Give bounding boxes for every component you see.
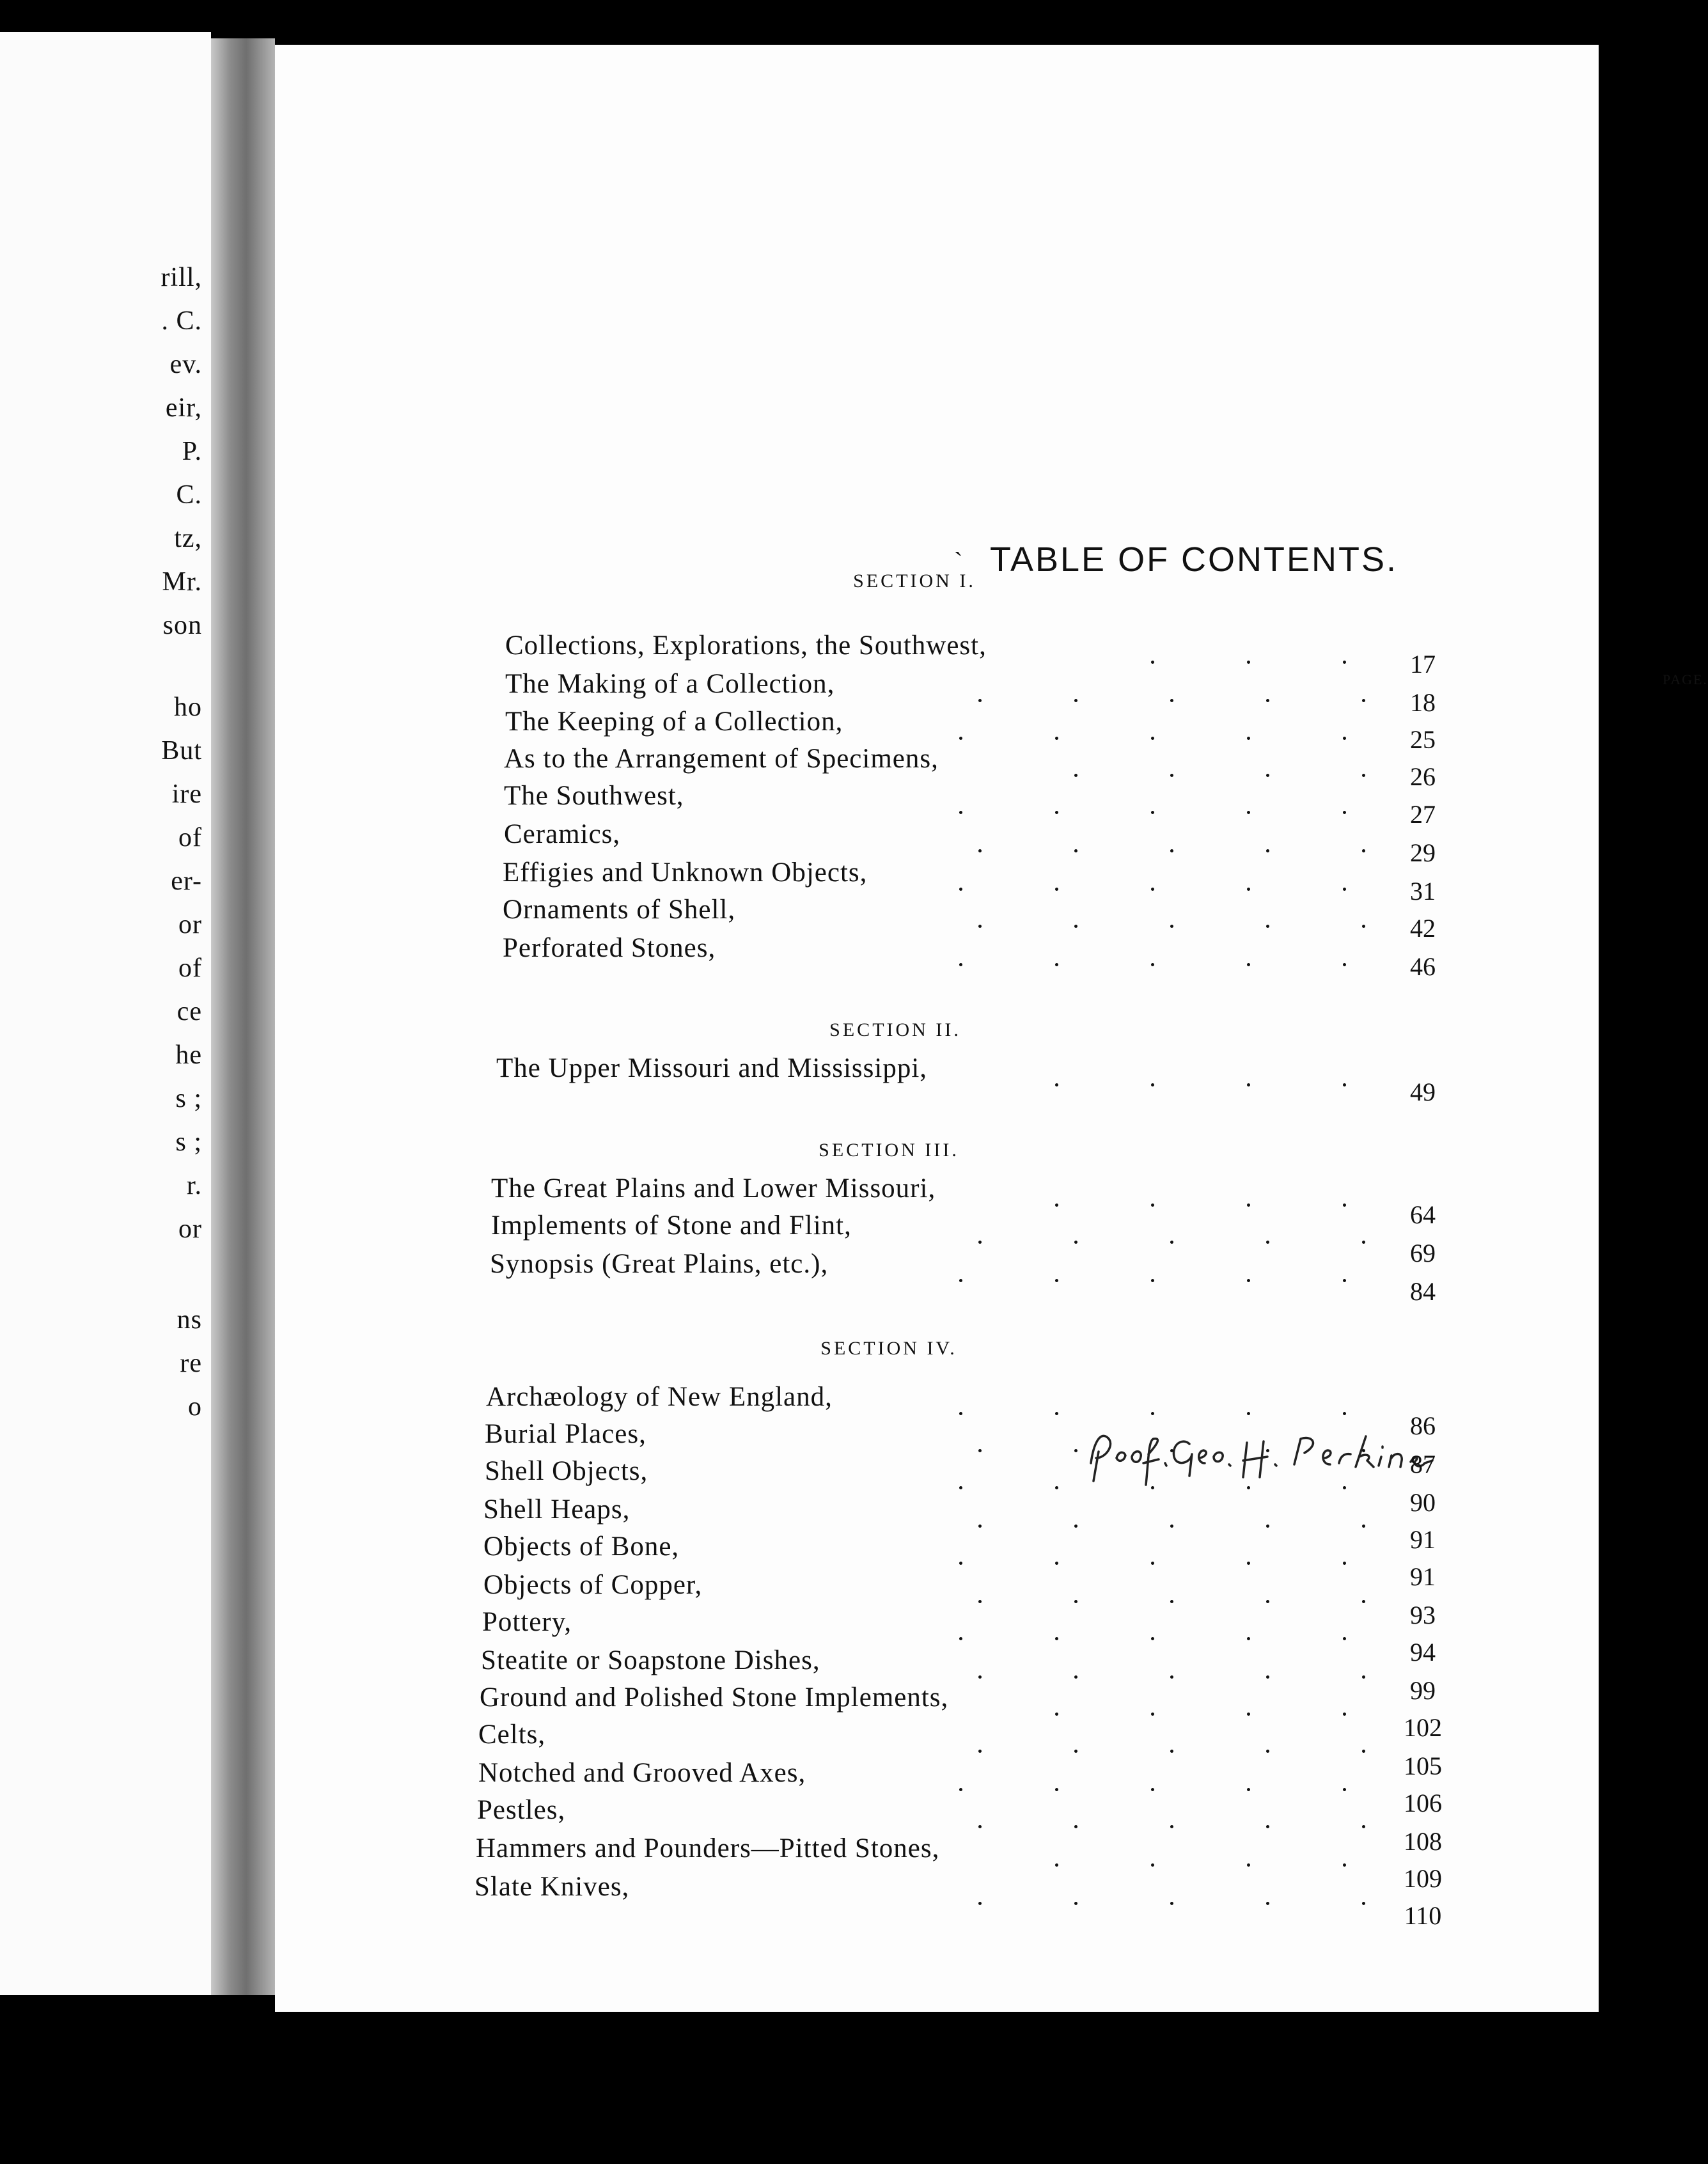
toc-page-number: 26 (1410, 762, 1436, 791)
toc-entry-title: Synopsis (Great Plains, etc.), (490, 1249, 829, 1279)
toc-entry-title: The Keeping of a Collection, (505, 707, 843, 737)
leader-dot (1247, 1412, 1250, 1415)
left-page-text-fragment: r. (186, 1171, 202, 1200)
toc-entry-title: Implements of Stone and Flint, (491, 1211, 852, 1241)
toc-page-number: 109 (1404, 1864, 1442, 1893)
leader-dot (978, 1902, 982, 1905)
leader-dot (1055, 1279, 1058, 1282)
toc-entry-title: Burial Places, (485, 1419, 646, 1449)
leader-dot (1362, 774, 1365, 777)
leader-dot (1170, 1902, 1173, 1905)
leader-dot (1266, 1825, 1269, 1828)
leader-dot (1074, 1600, 1077, 1603)
toc-page-number: 90 (1410, 1488, 1436, 1517)
leader-dot (978, 1825, 982, 1828)
leader-dot (1170, 1600, 1173, 1603)
left-page-text-fragment: er- (171, 866, 202, 896)
toc-page-number: 84 (1410, 1277, 1436, 1306)
book-gutter (211, 38, 275, 1995)
toc-page-number: 49 (1410, 1078, 1436, 1106)
leader-dot (1247, 1637, 1250, 1640)
leader-dot (1151, 1486, 1154, 1489)
leader-dot (1266, 1525, 1269, 1528)
leader-dot (978, 1449, 982, 1452)
left-page-text-fragment: o (188, 1392, 202, 1422)
leader-dot (959, 1637, 962, 1640)
toc-page-number: 29 (1410, 838, 1436, 867)
leader-dot (1170, 1525, 1173, 1528)
left-page-text-fragment: ire (171, 780, 202, 809)
leader-dot (1266, 849, 1269, 852)
toc-page-number: 102 (1404, 1713, 1442, 1742)
leader-dot (1362, 1241, 1365, 1244)
leader-dot (1343, 888, 1346, 891)
toc-entry-title: Slate Knives, (474, 1872, 630, 1902)
toc-entry-title: Effigies and Unknown Objects, (503, 858, 868, 888)
toc-page-number: 105 (1404, 1752, 1442, 1780)
leader-dot (1074, 1902, 1077, 1905)
leader-dot (959, 888, 962, 891)
leader-dot (1343, 1204, 1346, 1207)
leader-dot (1247, 1083, 1250, 1086)
left-page-text-fragment: ev. (169, 350, 202, 379)
leader-dot (1266, 1241, 1269, 1244)
leader-dot (1055, 963, 1058, 966)
leader-dot (1343, 1486, 1346, 1489)
leader-dot (1362, 699, 1365, 702)
left-page-text-fragment: tz, (174, 524, 202, 553)
toc-page-number: 69 (1410, 1239, 1436, 1267)
toc-page-number: 91 (1410, 1562, 1436, 1591)
toc-entry-title: Hammers and Pounders—Pitted Stones, (476, 1833, 940, 1863)
section-heading: SECTION II. (829, 1019, 961, 1040)
left-page-text-fragment: ce (176, 997, 202, 1026)
leader-dot (1055, 1083, 1058, 1086)
leader-dot (1247, 1562, 1250, 1565)
leader-dot (1055, 1637, 1058, 1640)
handwritten-signature (1087, 1418, 1573, 1489)
leader-dot (1362, 1449, 1365, 1452)
leader-dot (1151, 1863, 1154, 1867)
leader-dot (1266, 1675, 1269, 1679)
leader-dot (1055, 888, 1058, 891)
leader-dot (1074, 774, 1077, 777)
toc-page-number: 17 (1410, 650, 1436, 678)
leader-dot (1074, 1241, 1077, 1244)
leader-dot (1151, 1637, 1154, 1640)
leader-dot (1074, 849, 1077, 852)
toc-title: TABLE OF CONTENTS. (990, 540, 1399, 579)
leader-dot (1266, 699, 1269, 702)
leader-dot (1151, 1788, 1154, 1791)
page-column-label: PAGE. (1663, 671, 1708, 687)
left-page-text-fragment: or (178, 1214, 202, 1244)
leader-dot (1151, 1713, 1154, 1716)
leader-dot (959, 1279, 962, 1282)
toc-entry-title: As to the Arrangement of Specimens, (504, 744, 939, 774)
toc-page-number: 87 (1410, 1450, 1436, 1478)
left-page-text-fragment: But (161, 736, 202, 765)
leader-dot (959, 1788, 962, 1791)
leader-dot (1247, 1204, 1250, 1207)
leader-dot (1266, 1600, 1269, 1603)
leader-dot (1074, 699, 1077, 702)
leader-dot (1343, 1637, 1346, 1640)
left-page-fragment (0, 32, 211, 1995)
leader-dot (1055, 1788, 1058, 1791)
toc-page-number: 25 (1410, 725, 1436, 754)
toc-page-number: 91 (1410, 1525, 1436, 1554)
leader-dot (1343, 1279, 1346, 1282)
leader-dot (1343, 963, 1346, 966)
leader-dot (1247, 888, 1250, 891)
leader-dot (1266, 1902, 1269, 1905)
leader-dot (1151, 1412, 1154, 1415)
leader-dot (1247, 1863, 1250, 1867)
leader-dot (959, 1562, 962, 1565)
leader-dot (1247, 661, 1250, 664)
toc-entry-title: Perforated Stones, (503, 933, 716, 963)
toc-page-number: 99 (1410, 1676, 1436, 1705)
toc-page-number: 93 (1410, 1601, 1436, 1629)
leader-dot (978, 925, 982, 928)
leader-dot (1170, 774, 1173, 777)
leader-dot (1343, 1788, 1346, 1791)
leader-dot (1362, 1675, 1365, 1679)
toc-entry-title: Steatite or Soapstone Dishes, (481, 1645, 820, 1675)
leader-dot (978, 1241, 982, 1244)
leader-dot (1247, 1788, 1250, 1791)
left-page-text-fragment: eir, (165, 393, 202, 423)
leader-dot (1170, 1241, 1173, 1244)
toc-entry-title: Shell Heaps, (483, 1494, 631, 1525)
toc-page-number: 94 (1410, 1638, 1436, 1666)
toc-entry-title: Pestles, (477, 1795, 566, 1825)
toc-page-number: 110 (1404, 1901, 1442, 1930)
toc-page-number: 64 (1410, 1200, 1436, 1229)
leader-dot (1151, 1562, 1154, 1565)
left-page-text-fragment: rill, (161, 263, 202, 292)
leader-dot (1266, 925, 1269, 928)
toc-page-number: 42 (1410, 914, 1436, 943)
toc-entry-title: Notched and Grooved Axes, (478, 1758, 806, 1788)
leader-dot (959, 1412, 962, 1415)
leader-dot (959, 1486, 962, 1489)
leader-dot (1362, 849, 1365, 852)
leader-dot (1151, 737, 1154, 740)
leader-dot (1170, 925, 1173, 928)
stray-mark: ` (954, 547, 963, 576)
leader-dot (978, 849, 982, 852)
toc-entry-title: Ceramics, (504, 819, 621, 849)
leader-dot (1074, 1675, 1077, 1679)
leader-dot (1074, 1750, 1077, 1753)
leader-dot (1170, 1825, 1173, 1828)
toc-entry-title: The Great Plains and Lower Missouri, (491, 1173, 936, 1204)
leader-dot (1247, 737, 1250, 740)
leader-dot (1074, 925, 1077, 928)
leader-dot (978, 1600, 982, 1603)
leader-dot (1343, 661, 1346, 664)
toc-entry-title: Shell Objects, (485, 1456, 648, 1486)
leader-dot (1055, 1486, 1058, 1489)
leader-dot (1170, 849, 1173, 852)
leader-dot (1343, 1083, 1346, 1086)
leader-dot (1247, 1486, 1250, 1489)
leader-dot (1170, 1675, 1173, 1679)
left-page-text-fragment: P. (182, 437, 202, 466)
toc-entry-title: Collections, Explorations, the Southwest, (505, 631, 987, 661)
left-page-text-fragment: ho (174, 693, 202, 722)
section-heading: SECTION III. (819, 1140, 959, 1161)
leader-dot (1362, 1902, 1365, 1905)
toc-entry-title: Pottery, (482, 1607, 572, 1637)
leader-dot (1343, 811, 1346, 814)
right-page (275, 45, 1708, 2012)
leader-dot (1170, 1449, 1173, 1452)
leader-dot (1151, 1204, 1154, 1207)
leader-dot (1074, 1825, 1077, 1828)
section-heading: SECTION IV. (820, 1338, 957, 1359)
leader-dot (1055, 811, 1058, 814)
leader-dot (1247, 811, 1250, 814)
toc-entry-title: Archæology of New England, (486, 1382, 833, 1412)
leader-dot (1362, 1825, 1365, 1828)
toc-entry-title: The Making of a Collection, (505, 669, 835, 699)
leader-dot (959, 737, 962, 740)
left-page-text-fragment: . C. (161, 306, 202, 336)
left-page-text-fragment: son (162, 611, 202, 640)
toc-entry-title: Ground and Polished Stone Implements, (480, 1682, 949, 1713)
leader-dot (1247, 963, 1250, 966)
leader-dot (1170, 699, 1173, 702)
section-heading: SECTION I. (853, 570, 976, 592)
leader-dot (1151, 963, 1154, 966)
leader-dot (1151, 888, 1154, 891)
leader-dot (1266, 1449, 1269, 1452)
toc-page-number: 86 (1410, 1411, 1436, 1440)
toc-page-number: 31 (1410, 877, 1436, 906)
leader-dot (1055, 1412, 1058, 1415)
left-page-text-fragment: of (178, 823, 202, 852)
toc-page-number: 108 (1404, 1827, 1442, 1856)
leader-dot (1247, 1279, 1250, 1282)
leader-dot (1343, 1863, 1346, 1867)
leader-dot (1343, 737, 1346, 740)
leader-dot (1362, 925, 1365, 928)
leader-dot (1055, 1562, 1058, 1565)
leader-dot (1362, 1600, 1365, 1603)
leader-dot (978, 1750, 982, 1753)
leader-dot (1343, 1713, 1346, 1716)
leader-dot (1151, 1279, 1154, 1282)
leader-dot (1055, 737, 1058, 740)
leader-dot (1266, 1750, 1269, 1753)
leader-dot (1343, 1412, 1346, 1415)
leader-dot (1055, 1713, 1058, 1716)
leader-dot (1055, 1204, 1058, 1207)
left-page-text-fragment: s ; (175, 1084, 202, 1113)
leader-dot (959, 811, 962, 814)
left-page-text-fragment: or (178, 910, 202, 939)
leader-dot (978, 699, 982, 702)
left-page-text-fragment: C. (176, 480, 202, 510)
leader-dot (1170, 1750, 1173, 1753)
toc-entry-title: Ornaments of Shell, (503, 895, 736, 925)
leader-dot (978, 1525, 982, 1528)
left-page-text-fragment: he (175, 1040, 202, 1070)
left-page-text-fragment: of (178, 953, 202, 983)
leader-dot (1151, 1083, 1154, 1086)
leader-dot (1247, 1713, 1250, 1716)
toc-page-number: 18 (1410, 688, 1436, 717)
toc-entry-title: The Upper Missouri and Mississippi, (496, 1053, 928, 1083)
leader-dot (1362, 1525, 1365, 1528)
toc-entry-title: Objects of Copper, (483, 1570, 703, 1600)
toc-page-number: 27 (1410, 800, 1436, 829)
left-page-text-fragment: s ; (175, 1127, 202, 1157)
leader-dot (1074, 1449, 1077, 1452)
toc-entry-title: Celts, (478, 1720, 546, 1750)
leader-dot (978, 1675, 982, 1679)
leader-dot (1074, 1525, 1077, 1528)
toc-entry-title: The Southwest, (504, 781, 684, 811)
left-page-text-fragment: Mr. (162, 567, 202, 597)
left-page-text-fragment: ns (176, 1305, 202, 1335)
toc-page-number: 106 (1404, 1789, 1442, 1817)
leader-dot (1055, 1863, 1058, 1867)
leader-dot (959, 963, 962, 966)
leader-dot (1343, 1562, 1346, 1565)
leader-dot (1151, 661, 1154, 664)
leader-dot (1266, 774, 1269, 777)
leader-dot (1362, 1750, 1365, 1753)
toc-entry-title: Objects of Bone, (483, 1532, 680, 1562)
left-page-text-fragment: re (180, 1349, 202, 1378)
leader-dot (1151, 811, 1154, 814)
toc-page-number: 46 (1410, 952, 1436, 981)
